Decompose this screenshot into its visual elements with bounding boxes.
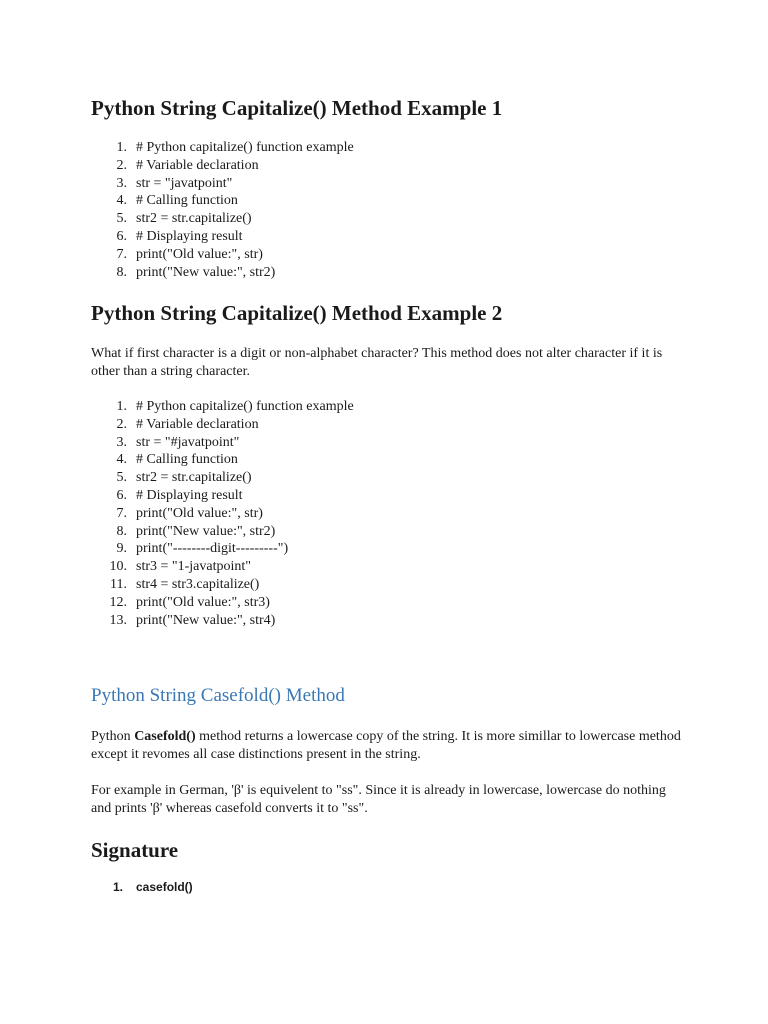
list-item (91, 469, 354, 487)
example2-heading: Python String Capitalize() Method Example 2 (91, 301, 503, 325)
list-item (91, 434, 354, 452)
list-item-text: print("Old value:", str3) (136, 594, 270, 610)
list-item-number: 3. (116, 175, 127, 191)
casefold-example: For example in German, 'β' is equivelent to "ss". Since it is already in lowercase, lowercase do nothing and prints 'β' whereas casefold converts it to "ss". (91, 783, 666, 816)
list-item-text: # Variable declaration (136, 157, 259, 173)
list-item (91, 416, 354, 434)
list-item (91, 246, 354, 264)
list-item (91, 879, 193, 895)
signature-list (91, 879, 193, 895)
list-item-text: # Python capitalize() function example (136, 140, 354, 155)
list-item (91, 505, 354, 523)
list-item-number: 6. (116, 487, 127, 503)
list-item-number: 2. (116, 157, 127, 173)
list-item-number: 11. (110, 576, 127, 592)
list-item-text: str2 = str.capitalize() (136, 470, 252, 486)
list-item-text: print("Old value:", str) (136, 246, 263, 262)
list-item-number: 4. (116, 193, 127, 209)
list-item (91, 594, 354, 612)
list-item-number: 12. (109, 594, 127, 610)
list-item-text: print("New value:", str2) (136, 523, 276, 539)
example1-heading: Python String Capitalize() Method Example 1 (91, 96, 503, 120)
casefold-desc-prefix: Python (91, 729, 135, 744)
list-item-text: print("Old value:", str) (136, 505, 263, 521)
list-item-text: str3 = "1-javatpoint" (136, 559, 251, 575)
list-item-text: # Calling function (136, 193, 238, 209)
signature-heading: Signature (91, 838, 179, 862)
list-item-text: str = "javatpoint" (136, 175, 233, 191)
casefold-method-name: Casefold() (134, 729, 196, 744)
list-item-text: print("--------digit---------") (136, 541, 289, 557)
list-item-text: # Variable declaration (136, 416, 259, 432)
casefold-desc-suffix: method returns a lowercase copy of the string. It is more simillar to lowercase method except it revomes all case distinctions present in the string. (91, 729, 681, 762)
list-item-number: 13. (109, 612, 127, 628)
example2-code-list (91, 398, 354, 629)
list-item (91, 264, 354, 282)
list-item (91, 398, 354, 416)
list-item-text: str = "#javatpoint" (136, 434, 240, 450)
list-item (91, 175, 354, 193)
list-item-number: 9. (116, 541, 127, 557)
list-item (91, 157, 354, 175)
list-item-number: 10. (109, 559, 127, 575)
list-item (91, 192, 354, 210)
list-item-number: 7. (116, 246, 127, 262)
list-item-number: 8. (116, 523, 127, 539)
list-item-number: 5. (116, 211, 127, 227)
list-item-text: str4 = str3.capitalize() (136, 576, 260, 592)
list-item (91, 451, 354, 469)
list-item (91, 228, 354, 246)
example2-intro: What if first character is a digit or non-alphabet character? This method does not alter character if it is other than a string character. (91, 346, 663, 379)
list-item-number: 5. (116, 470, 127, 486)
list-item-text: # Displaying result (136, 487, 243, 503)
list-item (91, 612, 354, 630)
list-item-number: 8. (116, 264, 127, 280)
casefold-heading: Python String Casefold() Method (91, 685, 345, 706)
list-item (91, 210, 354, 228)
list-item (91, 576, 354, 594)
list-item-text: # Displaying result (136, 228, 243, 244)
list-item (91, 558, 354, 576)
list-item-number: 7. (116, 505, 127, 521)
list-item-number: 3. (116, 434, 127, 450)
list-item-number: 1. (116, 140, 127, 155)
list-item-text: print("New value:", str4) (136, 612, 276, 628)
list-item-number: 6. (116, 228, 127, 244)
list-item-number: 1. (112, 880, 123, 894)
list-item-number: 1. (116, 399, 127, 414)
list-item-text: str2 = str.capitalize() (136, 211, 252, 227)
list-item-number: 4. (116, 452, 127, 468)
example1-code-list (91, 139, 354, 281)
list-item-text: print("New value:", str2) (136, 264, 276, 280)
list-item-text: casefold() (136, 880, 193, 894)
list-item (91, 523, 354, 541)
list-item (91, 487, 354, 505)
list-item-number: 2. (116, 416, 127, 432)
list-item (91, 139, 354, 157)
casefold-description (91, 728, 681, 763)
list-item-text: # Calling function (136, 452, 238, 468)
list-item-text: # Python capitalize() function example (136, 399, 354, 414)
list-item (91, 540, 354, 558)
